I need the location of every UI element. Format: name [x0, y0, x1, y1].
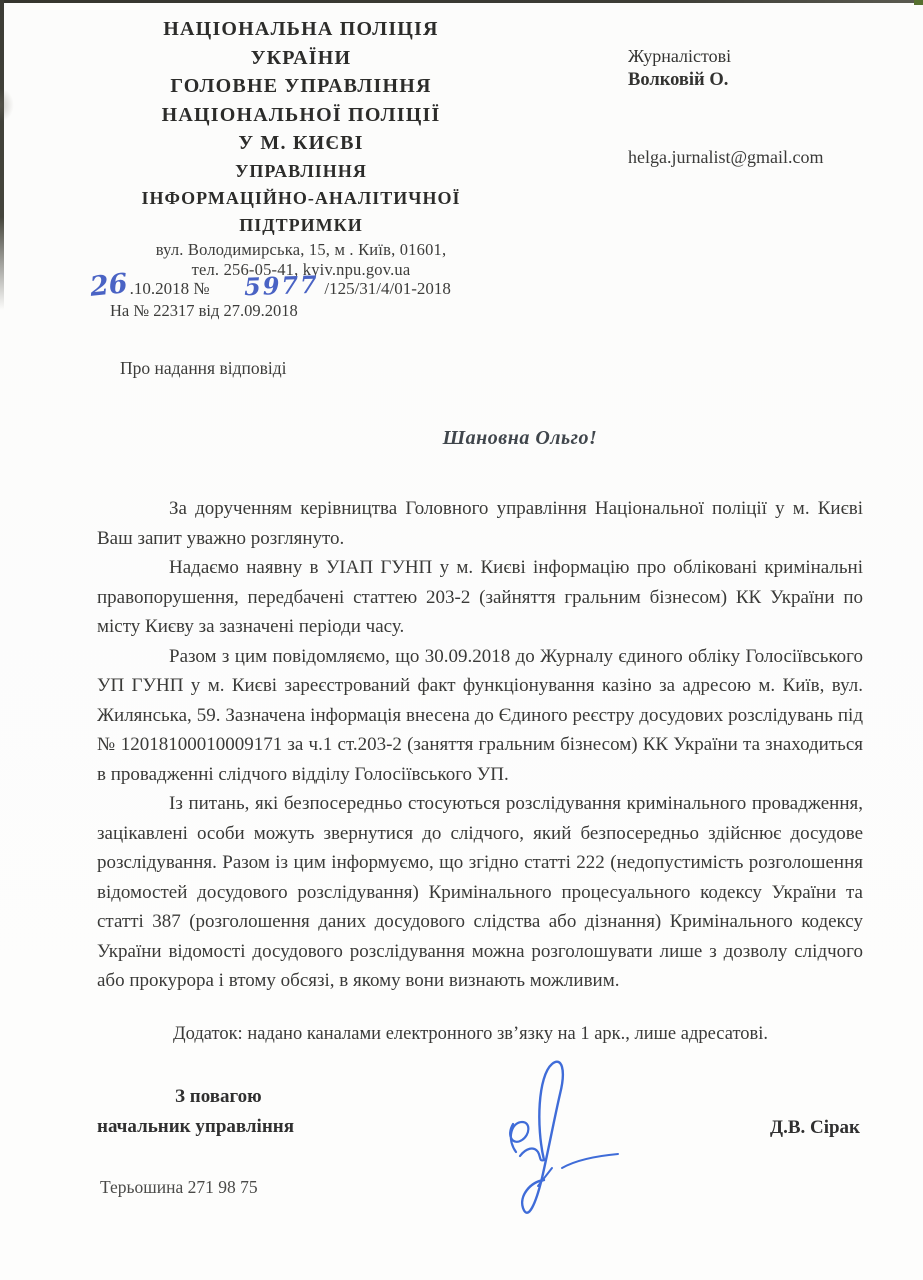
in-reply-to-line: На № 22317 від 27.09.2018 — [110, 301, 298, 320]
dept-name-line: УПРАВЛІННЯ — [235, 160, 367, 181]
recipient-role: Журналістові — [628, 46, 732, 66]
scan-edge-top — [0, 0, 923, 3]
address-line: вул. Володимирська, 15, м . Київ, 01601, — [155, 239, 447, 259]
body-paragraph: Із питань, які безпосередньо стосуються розслідування кримінального провадження, зацікавлені особи можуть звернутися до слідчого, який безпосередньо здійснює досудове розслідування. Разом із цим інформуємо, що згідно статті 222 (недопустимість розголошення відомостей досудового розслідування) Кримінального процесуального кодексу України та статті 387 (розголошення даних досудового слідства або дізнання) Кримінального кодексу України відомості досудового розслідування можна розголошувати лише з дозволу слідчого або прокурора і втому обсязі, в якому вони визнають можливим. — [97, 793, 863, 991]
ref-suffix: /125/31/4/01-2018 — [324, 279, 451, 298]
phone-website-line: тел. 256-05-41, kyiv.npu.gov.ua — [191, 259, 411, 279]
org-name-line: УКРАЇНИ — [250, 46, 352, 69]
body-paragraph: Надаємо наявну в УІАП ГУНП у м. Києві інформацію про обліковані кримінальні правопорушення, передбачені статтею 203-2 (зайняття гральним бізнесом) КК України по місту Києву за зазначені періоди часу. — [97, 557, 863, 637]
attachment-note: Додаток: надано каналами електронного зв’язку на 1 арк., лише адресатові. — [173, 1023, 769, 1044]
recipient-block — [628, 46, 731, 91]
letterhead — [85, 15, 517, 279]
subject-line: Про надання відповіді — [120, 358, 287, 378]
outgoing-ref-line — [90, 270, 530, 301]
org-name-line: У М. КИЄВІ — [238, 132, 364, 154]
scan-edge-left — [0, 0, 4, 310]
scan-smudge — [0, 88, 14, 122]
recipient-name: Волковій О. — [628, 70, 729, 90]
handwritten-outgoing-number: 5977 — [243, 269, 319, 302]
ref-date-rest: .10.2018 № — [129, 279, 210, 298]
org-name-line: НАЦІОНАЛЬНА ПОЛІЦІЯ — [163, 18, 439, 40]
body-paragraph: Разом з цим повідомляємо, що 30.09.2018 до Журналу єдиного обліку Голосіївського УП ГУНП у м. Києві зареєстрований факт функціонування казіно за адресою м. Київ, вул. Жилянська, 59. Зазначена інформація внесена до Єдиного реєстру досудових розслідувань під № 12018100010009171 за ч.1 ст.203-2 (заняття гральним бізнесом) КК України та знаходиться в провадженні слідчого відділу Голосіївського УП. — [97, 645, 863, 785]
letter-body — [97, 494, 863, 1049]
salutation: Шановна Ольго! — [442, 427, 598, 449]
signer-title: начальник управління — [97, 1116, 295, 1137]
org-name-line: НАЦІОНАЛЬНОЇ ПОЛІЦІЇ — [161, 103, 441, 126]
scan-corner-mark — [914, 0, 923, 5]
recipient-email: helga.jurnalist@gmail.com — [628, 147, 824, 167]
signer-name: Д.В. Сірак — [770, 1117, 861, 1138]
dept-name-line: ІНФОРМАЦІЙНО-АНАЛІТИЧНОЇ — [141, 187, 461, 208]
body-paragraph: За дорученням керівництва Головного управління Національної поліції у м. Києві Ваш запит уважно розглянуто. — [97, 498, 863, 549]
executor-contact: Терьошина 271 98 75 — [100, 1177, 258, 1197]
handwritten-day: 26 — [88, 268, 130, 303]
signature-closing: З повагою — [175, 1086, 262, 1107]
dept-name-line: ПІДТРИМКИ — [239, 214, 363, 235]
org-name-line: ГОЛОВНЕ УПРАВЛІННЯ — [170, 75, 432, 97]
signature-scribble — [478, 1056, 628, 1226]
